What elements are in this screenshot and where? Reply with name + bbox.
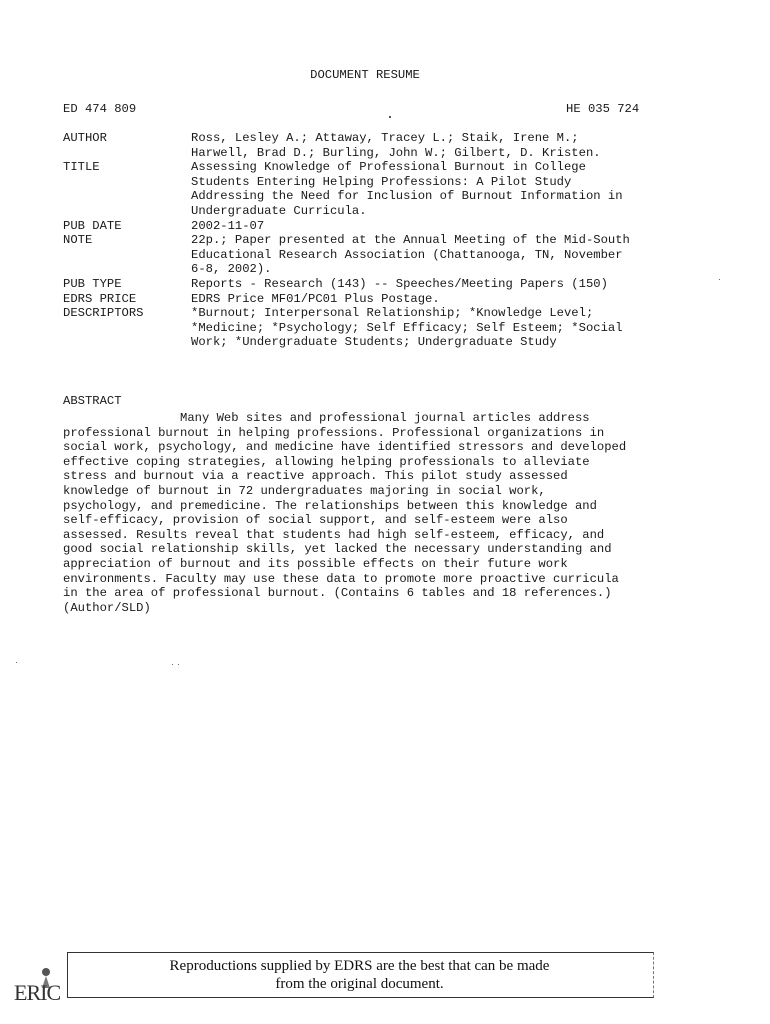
field-value-line: *Burnout; Interpersonal Relationship; *Knowledge Level; — [191, 306, 594, 321]
footer-text — [67, 957, 652, 993]
abstract-line: psychology, and premedicine. The relationships between this knowledge and — [63, 498, 597, 513]
field-value-line: EDRS Price MF01/PC01 Plus Postage. — [191, 291, 440, 306]
abstract-line: Many Web sites and professional journal articles address — [63, 411, 590, 425]
field-value-line: Work; *Undergraduate Students; Undergraduate Study — [191, 335, 557, 350]
abstract-line: (Author/SLD) — [63, 600, 151, 615]
abstract-text — [63, 411, 626, 615]
scan-speck — [178, 664, 179, 665]
field-value-line: Undergraduate Curricula. — [191, 204, 367, 218]
field-value-line: Harwell, Brad D.; Burling, John W.; Gilbert, D. Kristen. — [191, 145, 601, 160]
field-label: PUB TYPE — [63, 277, 122, 291]
hs-number: HE 035 724 — [566, 102, 640, 116]
footer-line-1: Reproductions supplied by EDRS are the best that can be made — [169, 958, 550, 974]
abstract-line: assessed. Results reveal that students had high self-esteem, efficacy, and — [63, 527, 605, 542]
abstract-line: professional burnout in helping professions. Professional organizations in — [63, 425, 605, 440]
field-label: DESCRIPTORS — [63, 306, 144, 321]
abstract-line: environments. Faculty may use these data to promote more proactive curricula — [63, 571, 619, 586]
field-value-line: Assessing Knowledge of Professional Burnout in College — [191, 160, 586, 175]
abstract-line: appreciation of burnout and its possible effects on their future work — [63, 556, 568, 571]
field-label: EDRS PRICE — [63, 291, 137, 306]
abstract-line: social work, psychology, and medicine have identified stressors and developed — [63, 440, 627, 455]
abstract-line: knowledge of burnout in 72 undergraduates majoring in social work, — [63, 483, 546, 498]
scan-mark — [389, 116, 391, 118]
abstract-line: good social relationship skills, yet lacked the necessary understanding and — [63, 542, 612, 557]
scan-speck — [719, 279, 720, 280]
scan-speck — [16, 662, 17, 663]
field-label: PUB DATE — [63, 218, 122, 233]
ed-number: ED 474 809 — [63, 102, 137, 116]
abstract-line: stress and burnout via a reactive approach. This pilot study assessed — [63, 469, 568, 484]
abstract-line: effective coping strategies, allowing helping professionals to alleviate — [63, 454, 590, 469]
field-label: TITLE — [63, 160, 100, 175]
field-value-line: Ross, Lesley A.; Attaway, Tracey L.; Staik, Irene M.; — [191, 131, 579, 145]
footer-line-2: from the original document. — [275, 976, 444, 992]
field-label: NOTE — [63, 233, 93, 248]
field-value-line: Reports - Research (143) -- Speeches/Meeting Papers (150) — [191, 277, 608, 291]
field-value-line: 2002-11-07 — [191, 218, 265, 233]
field-value-line: Students Entering Helping Professions: A Pilot Study — [191, 174, 572, 189]
abstract-label: ABSTRACT — [63, 394, 122, 408]
abstract-line: in the area of professional burnout. (Contains 6 tables and 18 references.) — [63, 586, 612, 601]
eric-logo-text: ERIC — [14, 980, 61, 1005]
field-value-line: Addressing the Need for Inclusion of Burnout Information in — [191, 189, 623, 204]
field-label: AUTHOR — [63, 131, 107, 145]
field-value-line: Educational Research Association (Chattanooga, TN, November — [191, 247, 623, 262]
scan-speck — [172, 664, 173, 665]
abstract-line: self-efficacy, provision of social support, and self-esteem were also — [63, 513, 568, 528]
field-value-line: *Medicine; *Psychology; Self Efficacy; Self Esteem; *Social — [191, 320, 623, 335]
field-value-line: 6-8, 2002). — [191, 262, 272, 277]
document-title: DOCUMENT RESUME — [310, 68, 420, 82]
field-value-line: 22p.; Paper presented at the Annual Meeting of the Mid-South — [191, 233, 630, 248]
